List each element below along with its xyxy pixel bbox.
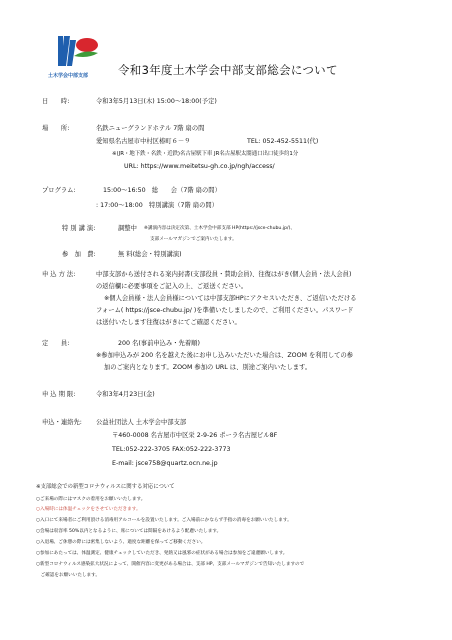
deadline-label: 申 込 期 限: [42, 391, 76, 398]
venue-tel: TEL: 052-452-5511(代) [247, 138, 319, 145]
application-label: 申 込 方 法: [42, 271, 76, 278]
logo-text: 土木学会中部支部 [48, 73, 89, 79]
application-line-5: は送付いたします往復はがきにてご確認ください。 [96, 319, 241, 326]
capacity-note-2: 加のご案内となります。ZOOM 参加の URL は、別途ご案内いたします。 [104, 364, 312, 371]
contact-label: 申込・連絡先: [42, 419, 82, 426]
fee-label: 参 加 費: [62, 251, 96, 258]
contact-address: 〒460-0008 名古屋市中区栄 2-9-26 ポーラ名古屋ビル8F [112, 432, 278, 439]
capacity-label: 定 員: [42, 340, 70, 347]
page-title: 令和3年度土木学会中部支部総会について [118, 63, 338, 77]
covid-notice [36, 483, 416, 613]
special-lecture-note-1: ※講演内容は決定次第、土木学会中部支部 HP(https://jsce-chubu.jp/)、 [144, 226, 295, 231]
capacity-value: 200 名(事前申込み・先着順) [118, 340, 200, 347]
application-line-2: の返信欄に必要事項をご記入の上、ご返送ください。 [96, 283, 248, 290]
program-item-general-meeting: 15:00～16:50 総 会（7階 扇の間） [103, 187, 221, 194]
venue-url[interactable]: URL: https://www.meitetsu-gh.co.jp/ngh/access/ [124, 163, 275, 170]
fee-value: 無 料(総会・特別講演) [118, 251, 182, 258]
covid-item: ○入退場、ご休憩の際には密集しないよう、適度な距離を保ってご移動ください。 [36, 540, 206, 545]
covid-item: ご確認をお願いいたします。 [36, 573, 100, 578]
date-label: 日 時: [42, 98, 70, 105]
venue-access: ※(JR・地下鉄・名鉄・近鉄)名古屋駅下車 JR名古屋駅太閤通口出口徒歩約1分 [112, 151, 299, 157]
jsce-logo-icon [52, 32, 104, 70]
contact-org: 公益社団法人 土木学会中部支部 [96, 419, 187, 426]
application-line-1: 中部支部から送付される案内封書(支部役員・賛助会員)、往復はがき(個人会員・法人会員) [96, 271, 352, 278]
date-value: 令和3年5月13日(木) 15:00～18:00(予定) [96, 98, 217, 105]
covid-item: ○会場は収容率 50%以内となるように、席については間隔をあけるよう配慮いたします。 [36, 529, 222, 534]
covid-item: ○参加にあたっては、体温測定、健康チェックしていただき、発熱又は風邪の症状がある場合は参加をご遠慮願いします。 [36, 551, 288, 556]
logo [48, 32, 108, 84]
covid-item: ○新型コロナウィルス感染拡大状況によって、開催内容に変更がある場合は、支部 HP、支部メールマガジンで告知いたしますので [36, 562, 305, 567]
venue-name: 名鉄ニューグランドホテル 7階 扇の間 [96, 125, 205, 132]
special-lecture-value: 調整中 [118, 225, 137, 232]
covid-item: ○入場時には体温チェックをさせていただきます。 [36, 507, 141, 512]
venue-address: 愛知県名古屋市中村区椿町６－９ [96, 138, 191, 145]
covid-item: ○ご来場の際にはマスクの着用をお願いいたします。 [36, 497, 146, 502]
program-item-special-lecture: : 17:00～18:00 特別講演（7階 扇の間） [96, 202, 218, 209]
application-line-4: フォーム( https://jsce-chubu.jp/ )を準備いたしましたので、ご利用ください。パスワード [96, 307, 354, 314]
contact-email[interactable]: E-mail: jsce758@quartz.ocn.ne.jp [112, 460, 218, 467]
covid-heading: ※支部総会での新型コロナウィルスに関する対応について [36, 484, 175, 490]
covid-item: ○入口にて来場者にご利用頂ける消毒用アルコールを設置いたします。ご入場前にかならず手指の消毒をお願いいたします。 [36, 518, 292, 523]
special-lecture-label: 特 別 講 演: [62, 225, 96, 232]
application-line-3: ※個人会員様・法人会員様については中部支部HPにアクセスいただき、ご返信いただける [104, 295, 357, 302]
venue-label: 場 所: [42, 125, 70, 132]
contact-phone: TEL:052-222-3705 FAX:052-222-3773 [112, 446, 231, 453]
deadline-value: 令和3年4月23日(金) [96, 391, 155, 398]
capacity-note-1: ※参加申込みが 200 名を越えた後にお申し込みいただいた場合は、ZOOM を利用しての参 [96, 352, 354, 359]
program-label: プログラム: [42, 187, 76, 194]
special-lecture-note-2: 支部メールマガジンでご案内いたします。 [150, 237, 237, 242]
